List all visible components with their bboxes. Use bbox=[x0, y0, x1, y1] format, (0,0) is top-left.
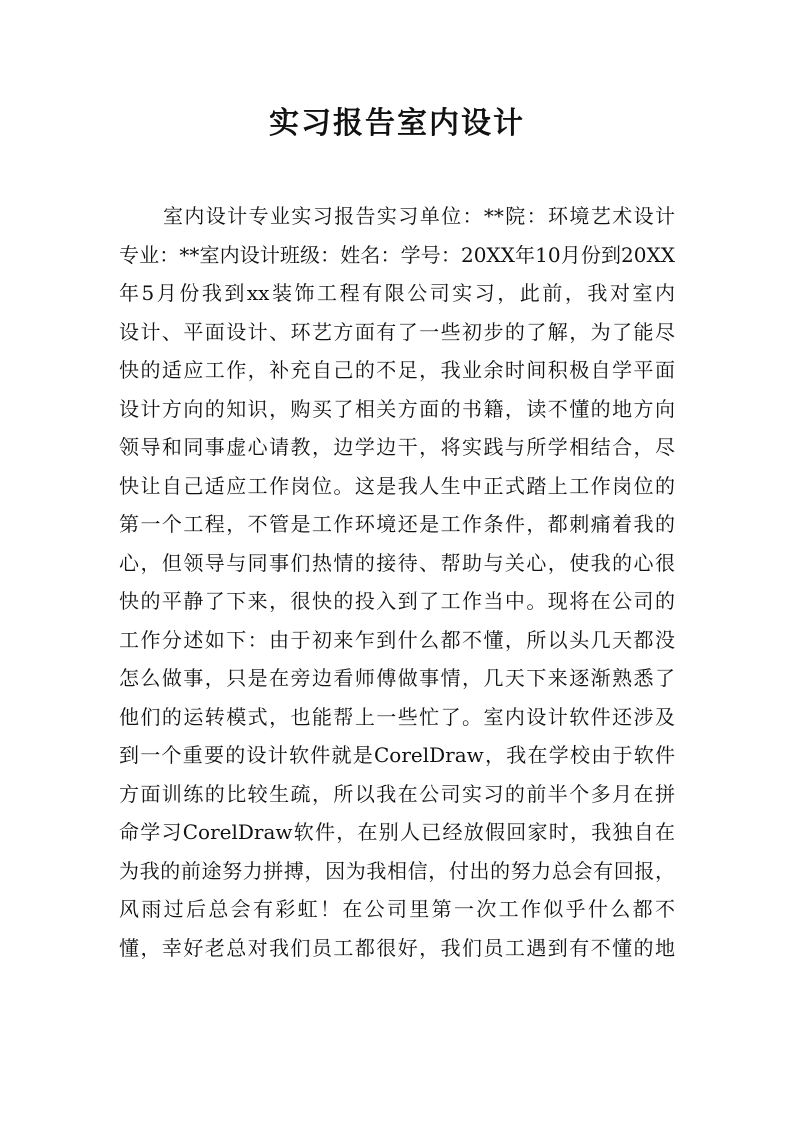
body-line: 快让自己适应工作岗位。这是我人生中正式踏上工作岗位的 bbox=[119, 473, 675, 498]
body-line: 快的适应工作，补充自己的不足，我业余时间积极自学平面 bbox=[119, 358, 675, 382]
body-line: 到一个重要的设计软件就是CorelDraw，我在学校由于软件 bbox=[119, 743, 675, 767]
body-line: 设计方向的知识，购买了相关方面的书籍，读不懂的地方向 bbox=[119, 396, 675, 421]
body-line: 怎么做事，只是在旁边看师傅做事情，几天下来逐渐熟悉了 bbox=[119, 666, 675, 690]
body-line: 快的平静了下来，很快的投入到了工作当中。现将在公司的 bbox=[119, 589, 675, 613]
body-line: 方面训练的比较生疏，所以我在公司实习的前半个多月在拼 bbox=[119, 781, 675, 806]
body-line: 第一个工程，不管是工作环境还是工作条件，都刺痛着我的 bbox=[119, 512, 675, 536]
body-line: 为我的前途努力拼搏，因为我相信，付出的努力总会有回报， bbox=[119, 858, 675, 883]
body-line: 工作分述如下：由于初来乍到什么都不懂，所以头几天都没 bbox=[119, 627, 675, 652]
body-line: 他们的运转模式，也能帮上一些忙了。室内设计软件还涉及 bbox=[119, 704, 675, 729]
body-line: 心，但领导与同事们热情的接待、帮助与关心，使我的心很 bbox=[119, 550, 675, 575]
body-line: 设计、平面设计、环艺方面有了一些初步的了解，为了能尽 bbox=[119, 319, 675, 344]
body-line: 风雨过后总会有彩虹！在公司里第一次工作似乎什么都不 bbox=[119, 897, 675, 921]
body-line: 专业：**室内设计班级：姓名：学号：20XX年10月份到20XX bbox=[119, 242, 675, 267]
body-line: 室内设计专业实习报告实习单位：**院：环境艺术设计 bbox=[163, 204, 675, 228]
body-line: 领导和同事虚心请教，边学边干，将实践与所学相结合，尽 bbox=[119, 435, 675, 459]
body-line: 懂，幸好老总对我们员工都很好，我们员工遇到有不懂的地 bbox=[119, 935, 675, 960]
body-line: 命学习CorelDraw软件，在别人已经放假回家时，我独自在 bbox=[119, 820, 675, 844]
body-line: 年5月份我到xx装饰工程有限公司实习，此前，我对室内 bbox=[119, 281, 675, 305]
document-body bbox=[119, 197, 675, 967]
document-title: 实习报告室内设计 bbox=[269, 106, 525, 141]
